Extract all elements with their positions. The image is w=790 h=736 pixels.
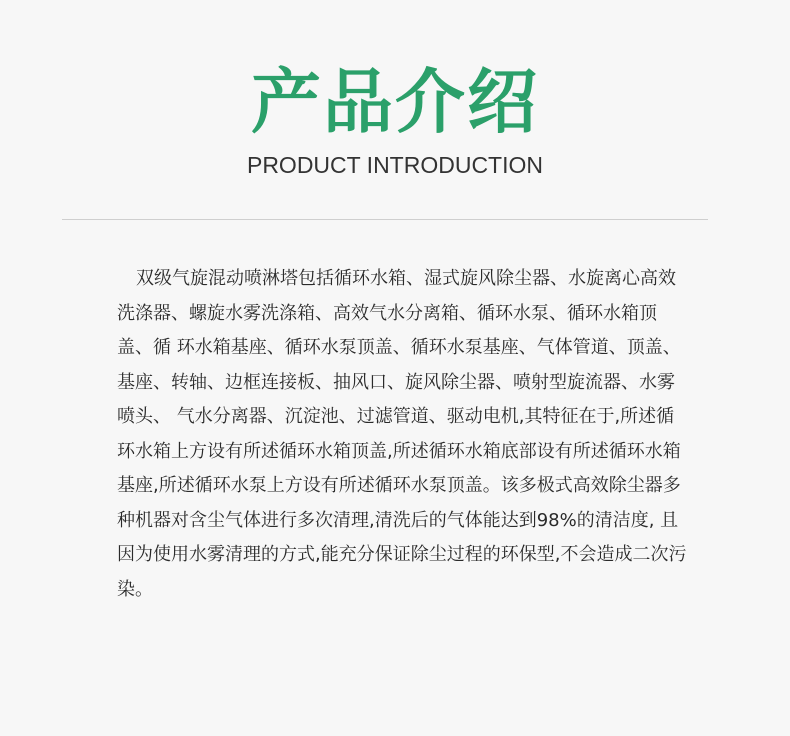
page-header [0, 58, 790, 180]
divider [62, 219, 708, 220]
page-title: 产品介绍 [251, 61, 539, 143]
product-description: 双级气旋混动喷淋塔包括循环水箱、湿式旋风除尘器、水旋离心高效洗涤器、螺旋水雾洗涤箱、高效气水分离箱、循环水泵、循环水箱顶盖、循 环水箱基座、循环水泵顶盖、循环水泵基座、气体管道、顶盖、基座、转轴、边框连接板、抽风口、旋风除尘器、喷射型旋流器、水雾喷头、 气水分离器、沉淀池、过滤管道、驱动电机,其特征在于,所述循环水箱上方设有所述循环水箱顶盖,所述循环水箱底部设有所述循环水箱基座,所述循环水泵上方设有所述循环水泵顶盖。该多极式高效除尘器多种机器对含尘气体进行多次清理,清洗后的气体能达到98%的清洁度, 且因为使用水雾清理的方式,能充分保证除尘过程的环保型,不会造成二次污染。 [117, 268, 687, 600]
page-subtitle: PRODUCT INTRODUCTION [246, 152, 543, 178]
